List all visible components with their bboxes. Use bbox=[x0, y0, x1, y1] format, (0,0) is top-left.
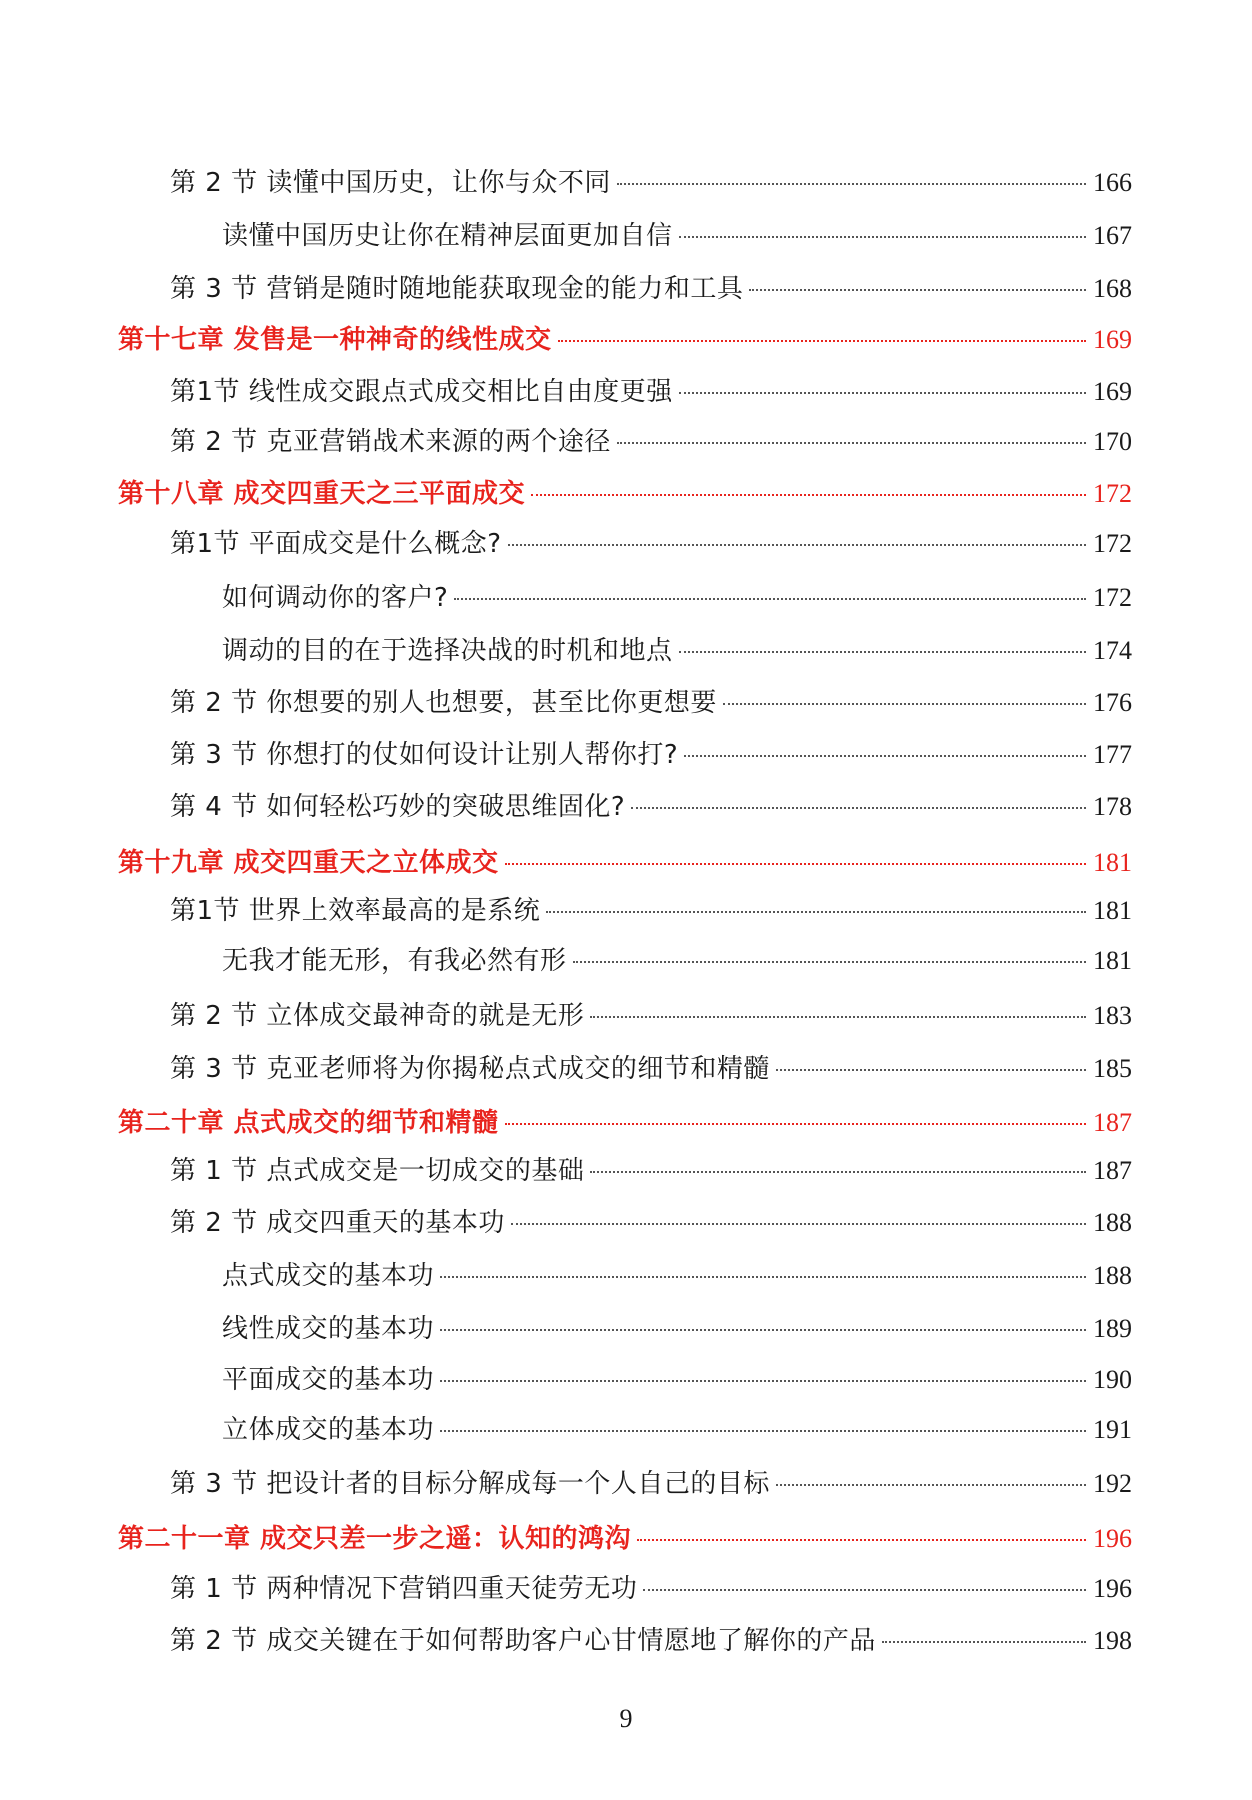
toc-entry-subsection[interactable] bbox=[222, 219, 1132, 253]
toc-entry-section[interactable] bbox=[170, 1052, 1132, 1086]
dot-leader bbox=[440, 1276, 1086, 1278]
toc-entry-page: 198 bbox=[1093, 1626, 1132, 1655]
toc-entry-title: 如何调动你的客户? bbox=[222, 583, 449, 613]
toc-entry-section[interactable] bbox=[170, 375, 1132, 409]
dot-leader bbox=[440, 1380, 1086, 1382]
toc-entry-page: 190 bbox=[1093, 1365, 1132, 1394]
toc-entry-section[interactable] bbox=[170, 1624, 1132, 1658]
toc-entry-subsection[interactable] bbox=[222, 1312, 1132, 1346]
toc-entry-page: 181 bbox=[1093, 848, 1132, 877]
toc-entry-page: 188 bbox=[1093, 1208, 1132, 1237]
dot-leader bbox=[440, 1430, 1086, 1432]
toc-entry-title: 第 3 节 克亚老师将为你揭秘点式成交的细节和精髓 bbox=[170, 1054, 770, 1084]
dot-leader bbox=[776, 1484, 1086, 1486]
toc-entry-page: 187 bbox=[1093, 1156, 1132, 1185]
toc-entry-section[interactable] bbox=[170, 425, 1132, 459]
toc-entry-title: 第二十一章 成交只差一步之遥：认知的鸿沟 bbox=[118, 1524, 632, 1554]
dot-leader bbox=[631, 807, 1086, 809]
toc-entry-title: 第 2 节 成交四重天的基本功 bbox=[170, 1208, 505, 1238]
toc-entry-page: 176 bbox=[1093, 688, 1132, 717]
toc-entry-title: 第 1 节 点式成交是一切成交的基础 bbox=[170, 1156, 585, 1186]
toc-entry-title: 第十九章 成交四重天之立体成交 bbox=[118, 848, 499, 878]
toc-entry-title: 第 2 节 成交关键在于如何帮助客户心甘情愿地了解你的产品 bbox=[170, 1626, 876, 1656]
toc-entry-title: 第 2 节 立体成交最神奇的就是无形 bbox=[170, 1001, 585, 1031]
toc-entry-page: 192 bbox=[1093, 1469, 1132, 1498]
toc-entry-subsection[interactable] bbox=[222, 1363, 1132, 1397]
toc-entry-page: 169 bbox=[1093, 325, 1132, 354]
toc-entry-page: 169 bbox=[1093, 377, 1132, 406]
dot-leader bbox=[508, 544, 1086, 546]
dot-leader bbox=[590, 1016, 1086, 1018]
toc-entry-section[interactable] bbox=[170, 166, 1132, 200]
toc-entry-section[interactable] bbox=[170, 1154, 1132, 1188]
dot-leader bbox=[505, 1123, 1086, 1125]
toc-entry-title: 第1节 平面成交是什么概念? bbox=[170, 529, 502, 559]
toc-entry-chapter[interactable] bbox=[118, 1522, 1132, 1556]
toc-entry-title: 第 2 节 克亚营销战术来源的两个途径 bbox=[170, 427, 611, 457]
dot-leader bbox=[590, 1171, 1086, 1173]
dot-leader bbox=[882, 1641, 1086, 1643]
toc-entry-chapter[interactable] bbox=[118, 477, 1132, 511]
dot-leader bbox=[679, 392, 1086, 394]
toc-entry-page: 167 bbox=[1093, 221, 1132, 250]
toc-entry-subsection[interactable] bbox=[222, 944, 1132, 978]
toc-entry-section[interactable] bbox=[170, 272, 1132, 306]
toc-entry-title: 第十八章 成交四重天之三平面成交 bbox=[118, 479, 526, 509]
toc-entry-chapter[interactable] bbox=[118, 1106, 1132, 1140]
toc-entry-title: 第 3 节 营销是随时随地能获取现金的能力和工具 bbox=[170, 274, 744, 304]
dot-leader bbox=[558, 340, 1086, 342]
toc-entry-page: 187 bbox=[1093, 1108, 1132, 1137]
toc-entry-page: 191 bbox=[1093, 1415, 1132, 1444]
toc-entry-page: 168 bbox=[1093, 274, 1132, 303]
toc-entry-page: 172 bbox=[1093, 583, 1132, 612]
toc-entry-page: 189 bbox=[1093, 1314, 1132, 1343]
dot-leader bbox=[643, 1589, 1086, 1591]
toc-entry-title: 平面成交的基本功 bbox=[222, 1365, 435, 1395]
toc-entry-title: 第 1 节 两种情况下营销四重天徒劳无功 bbox=[170, 1574, 638, 1604]
toc-entry-subsection[interactable] bbox=[222, 1413, 1132, 1447]
toc-entry-page: 174 bbox=[1093, 636, 1132, 665]
dot-leader bbox=[723, 703, 1086, 705]
toc-entry-chapter[interactable] bbox=[118, 846, 1132, 880]
toc-entry-page: 177 bbox=[1093, 740, 1132, 769]
dot-leader bbox=[454, 598, 1086, 600]
dot-leader bbox=[617, 442, 1086, 444]
toc-entry-page: 172 bbox=[1093, 479, 1132, 508]
toc-entry-page: 196 bbox=[1093, 1574, 1132, 1603]
toc-entry-page: 181 bbox=[1093, 896, 1132, 925]
page-number: 9 bbox=[619, 1704, 633, 1733]
toc-entry-title: 立体成交的基本功 bbox=[222, 1415, 435, 1445]
dot-leader bbox=[546, 911, 1086, 913]
toc-entry-title: 第 3 节 你想打的仗如何设计让别人帮你打? bbox=[170, 740, 679, 770]
dot-leader bbox=[505, 863, 1086, 865]
toc-entry-title: 第1节 世界上效率最高的是系统 bbox=[170, 896, 541, 926]
toc-entry-section[interactable] bbox=[170, 790, 1132, 824]
dot-leader bbox=[684, 755, 1086, 757]
toc-entry-title: 第 2 节 你想要的别人也想要，甚至比你更想要 bbox=[170, 688, 717, 718]
toc-entry-section[interactable] bbox=[170, 1467, 1132, 1501]
toc-entry-section[interactable] bbox=[170, 686, 1132, 720]
dot-leader bbox=[573, 961, 1086, 963]
dot-leader bbox=[637, 1539, 1086, 1541]
toc-entry-title: 调动的目的在于选择决战的时机和地点 bbox=[222, 636, 673, 666]
toc-entry-title: 点式成交的基本功 bbox=[222, 1261, 435, 1291]
toc-entry-subsection[interactable] bbox=[222, 634, 1132, 668]
dot-leader bbox=[617, 183, 1086, 185]
toc-entry-title: 读懂中国历史让你在精神层面更加自信 bbox=[222, 221, 673, 251]
toc-entry-page: 196 bbox=[1093, 1524, 1132, 1553]
dot-leader bbox=[749, 289, 1086, 291]
toc-entry-section[interactable] bbox=[170, 738, 1132, 772]
toc-entry-page: 185 bbox=[1093, 1054, 1132, 1083]
dot-leader bbox=[679, 651, 1086, 653]
toc-entry-title: 第二十章 点式成交的细节和精髓 bbox=[118, 1108, 499, 1138]
toc-entry-subsection[interactable] bbox=[222, 581, 1132, 615]
toc-entry-page: 181 bbox=[1093, 946, 1132, 975]
toc-entry-page: 183 bbox=[1093, 1001, 1132, 1030]
toc-entry-title: 无我才能无形，有我必然有形 bbox=[222, 946, 567, 976]
dot-leader bbox=[440, 1329, 1086, 1331]
toc-entry-title: 第十七章 发售是一种神奇的线性成交 bbox=[118, 325, 552, 355]
toc-entry-page: 166 bbox=[1093, 168, 1132, 197]
toc-entry-section[interactable] bbox=[170, 1206, 1132, 1240]
dot-leader bbox=[679, 236, 1086, 238]
toc-entry-title: 第 2 节 读懂中国历史，让你与众不同 bbox=[170, 168, 611, 198]
dot-leader bbox=[511, 1223, 1086, 1225]
toc-entry-title: 第 4 节 如何轻松巧妙的突破思维固化? bbox=[170, 792, 626, 822]
toc-entry-section[interactable] bbox=[170, 894, 1132, 928]
toc-entry-title: 线性成交的基本功 bbox=[222, 1314, 435, 1344]
toc-entry-title: 第 3 节 把设计者的目标分解成每一个人自己的目标 bbox=[170, 1469, 770, 1499]
toc-entry-page: 178 bbox=[1093, 792, 1132, 821]
toc-entry-section[interactable] bbox=[170, 999, 1132, 1033]
toc-entry-page: 188 bbox=[1093, 1261, 1132, 1290]
toc-entry-title: 第1节 线性成交跟点式成交相比自由度更强 bbox=[170, 377, 673, 407]
toc-entry-chapter[interactable] bbox=[118, 323, 1132, 357]
dot-leader bbox=[776, 1069, 1086, 1071]
toc-entry-page: 170 bbox=[1093, 427, 1132, 456]
toc-entry-section[interactable] bbox=[170, 527, 1132, 561]
toc-entry-page: 172 bbox=[1093, 529, 1132, 558]
toc-entry-section[interactable] bbox=[170, 1572, 1132, 1606]
dot-leader bbox=[531, 494, 1086, 496]
toc-entry-subsection[interactable] bbox=[222, 1259, 1132, 1293]
